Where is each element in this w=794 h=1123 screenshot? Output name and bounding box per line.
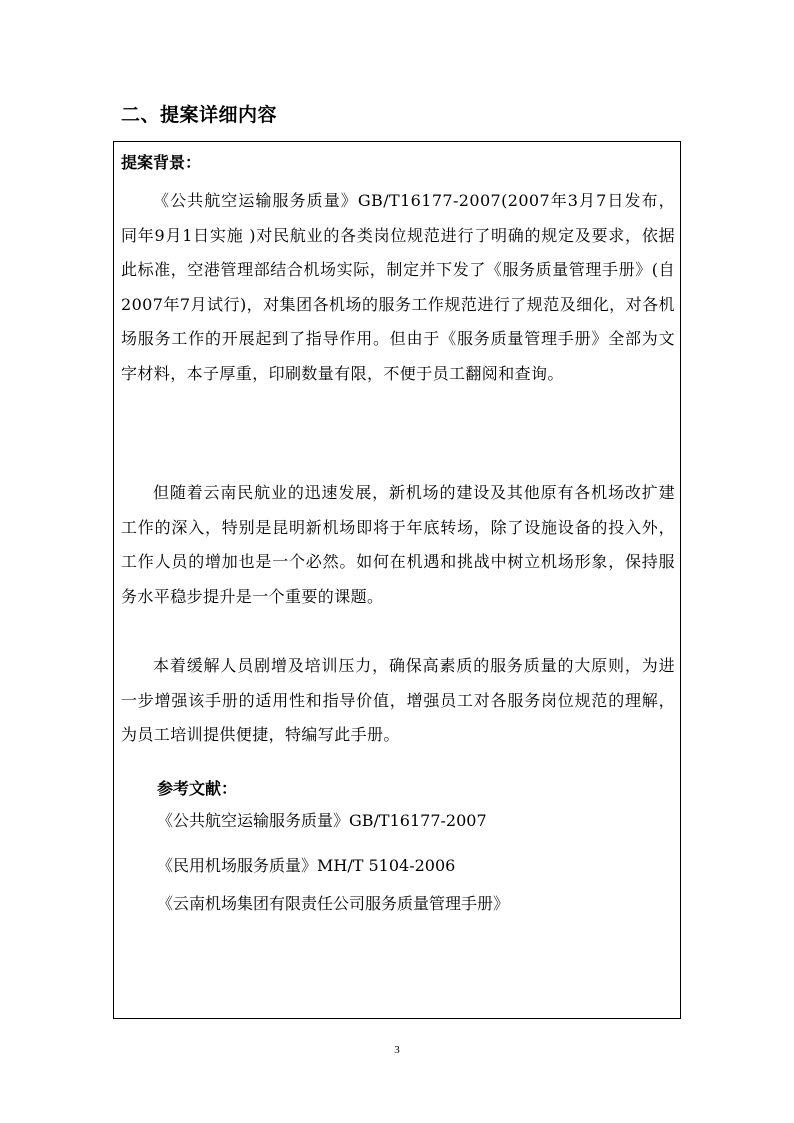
reference-item: 《民用机场服务质量》MH/T 5104-2006 — [157, 856, 456, 875]
background-label: 提案背景： — [121, 153, 202, 172]
page-number: 3 — [394, 1044, 400, 1056]
references-label: 参考文献： — [157, 779, 238, 798]
reference-item: 《公共航空运输服务质量》GB/T16177-2007 — [157, 811, 487, 830]
background-paragraph-3: 本着缓解人员剧增及培训压力，确保高素质的服务质量的大原则，为进一步增强该手册的适用性和指导价值，增强员工对各服务岗位规范的理解，为员工培训提供便捷，特编写此手册。 — [121, 656, 675, 744]
section-title: 二、提案详细内容 — [121, 104, 278, 126]
reference-item: 《云南机场集团有限责任公司服务质量管理手册》 — [157, 894, 510, 913]
background-paragraph-1: 《公共航空运输服务质量》GB/T16177-2007(2007年3月7日发布，同年9月1日实施 )对民航业的各类岗位规范进行了明确的规定及要求，依据此标准，空港管理部结合机场实际，制定并下发了《服务质量管理手册》(自2007年7月试行)，对集团各机场的服务工作规范进行了规范及细化，对各机场服务工作的开展起到了指导作用。但由于《服务质量管理手册》全部为文字材料，本子厚重，印刷数量有限，不便于员工翻阅和查询。 — [121, 191, 675, 383]
background-paragraph-2: 但随着云南民航业的迅速发展，新机场的建设及其他原有各机场改扩建工作的深入，特别是昆明新机场即将于年底转场，除了设施设备的投入外，工作人员的增加也是一个必然。如何在机遇和挑战中树立机场形象，保持服务水平稳步提升是一个重要的课题。 — [121, 483, 675, 606]
